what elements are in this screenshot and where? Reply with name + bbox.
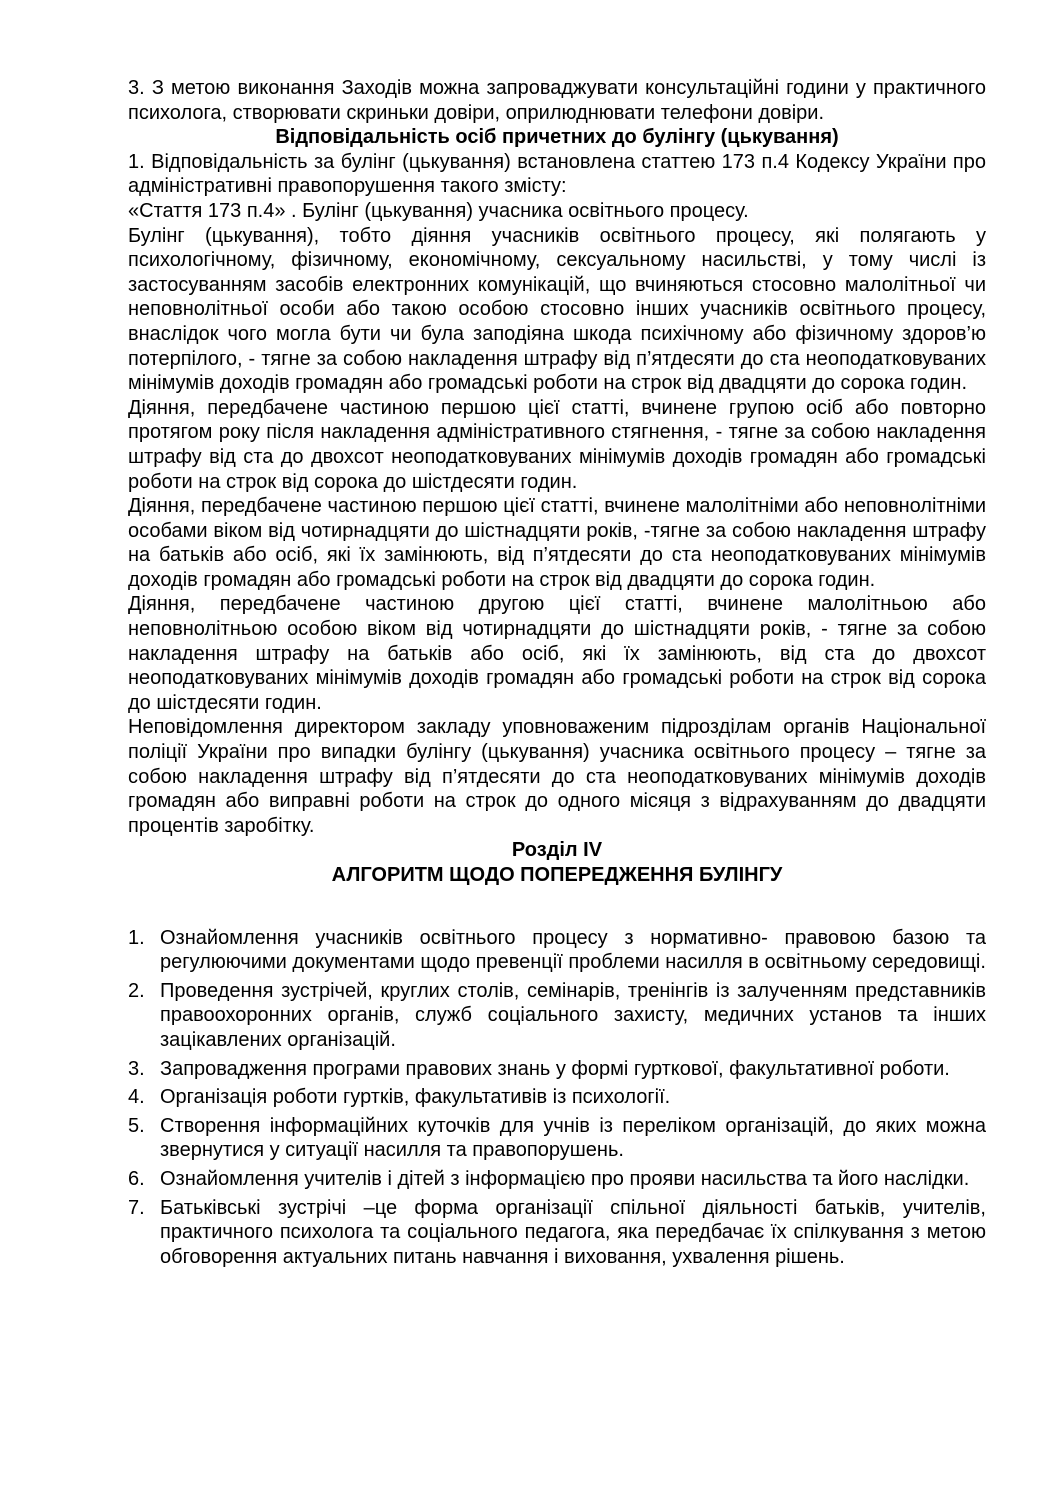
section-title: АЛГОРИТМ ЩОДО ПОПЕРЕДЖЕННЯ БУЛІНГУ [331,864,783,886]
list-item-text: Ознайомлення учасників освітнього процесу з нормативно- правовою базою та регулюючими документами щодо превенції проблеми насилля в освітньому середовищі. [160,926,986,974]
list-item-number: 5. [128,1114,145,1137]
list-item [128,979,986,1053]
list-item [128,1085,986,1110]
list-item-number: 4. [128,1086,145,1109]
list-item-text: Запровадження програми правових знань у формі гурткової, факультативної роботи. [160,1057,950,1080]
list-item-number: 1. [128,926,145,949]
list-item [128,1167,986,1192]
responsibility-paragraph-6: Діяння, передбачене частиною другою цієї статті, вчинене малолітньою або неповнолітньою особою віком від чотирнадцяти до шістнадцяти років, - тягне за собою накладення штрафу на батьків або осіб, які їх замінюють, від ста до двохсот неоподатковуваних мінімумів доходів громадян або громадські роботи на строк від сорока до шістдесяти годин. [128,593,986,714]
intro-paragraph: 3. З метою виконання Заходів можна запроваджувати консультаційні години у практичного психолога, створювати скриньки довіри, оприлюднювати телефони довіри. [128,77,986,124]
list-item-number: 2. [128,979,145,1002]
list-item [128,1057,986,1082]
document-page [128,76,986,1273]
list-item-text: Організація роботи гуртків, факультативів із психології. [160,1086,671,1109]
list-item [128,926,986,975]
responsibility-heading: Відповідальність осіб причетних до булінгу (цькування) [275,126,839,149]
list-item-number: 7. [128,1196,145,1219]
responsibility-paragraph-3: Булінг (цькування), тобто діяння учасників освітнього процесу, які полягають у психологічному, фізичному, економічному, сексуальному насильстві, у тому числі із застосуванням засобів електронних комунікацій, що вчиняються стосовно малолітньої чи неповнолітньої особи або такою особою стосовно інших учасників освітнього процесу, внаслідок чого могла бути чи була заподіяна шкода психічному або фізичному здоров’ю потерпілого, - тягне за собою накладення штрафу від п’ятдесяти до ста неоподатковуваних мінімумів доходів громадян або громадські роботи на строк від двадцяти до сорока годин. [128,224,986,395]
responsibility-paragraph-1: 1. Відповідальність за булінг (цькування) встановлена статтею 173 п.4 Кодексу України про адміністративні правопорушення такого змісту: [128,150,986,198]
list-item-text: Батьківські зустрічі –це форма організації спільної діяльності батьків, учителів, практичного психолога та соціального педагога, яка передбачає їх спілкування з метою обговорення актуальних питань навчання і виховання, ухвалення рішень. [160,1196,986,1268]
list-item [128,1196,986,1270]
section-label: Розділ IV [511,839,603,862]
list-item-number: 3. [128,1057,145,1080]
list-item-text: Проведення зустрічей, круглих столів, семінарів, тренінгів із залученням представників правоохоронних органів, служб соціального захисту, медичних установ та інших зацікавлених організацій. [160,979,986,1051]
list-item-text: Ознайомлення учителів і дітей з інформацією про прояви насильства та його наслідки. [160,1167,970,1190]
responsibility-paragraph-5: Діяння, передбачене частиною першою цієї статті, вчинене малолітніми або неповнолітніми особами віком від чотирнадцяти до шістнадцяти років, -тягне за собою накладення штрафу на батьків або осіб, які їх замінюють, від п’ятдесяти до ста неоподатковуваних мінімумів доходів громадян або громадські роботи на строк від двадцяти до сорока годин. [128,495,986,591]
responsibility-paragraph-4: Діяння, передбачене частиною першою цієї статті, вчинене групою осіб або повторно протягом року після накладення адміністративного стягнення, - тягне за собою накладення штрафу від ста до двохсот неоподатковуваних мінімумів доходів громадян або громадські роботи на строк від сорока до шістдесяти годин. [128,396,986,493]
algorithm-list [128,926,986,1270]
list-item [128,1114,986,1163]
article-title: «Стаття 173 п.4» . Булінг (цькування) учасника освітнього процесу. [128,199,749,222]
list-item-number: 6. [128,1167,145,1190]
responsibility-paragraph-7: Неповідомлення директором закладу уповноваженим підрозділам органів Національної поліції України про випадки булінгу (цькування) учасника освітнього процесу – тягне за собою накладення штрафу від п’ятдесяти до ста неоподатковуваних мінімумів доходів громадян або виправні роботи на строк до одного місяця з відрахуванням до двадцяти процентів заробітку. [128,716,986,837]
list-item-text: Створення інформаційних куточків для учнів із переліком організацій, до яких можна звернутися у ситуації насилля та правопорушень. [160,1114,986,1162]
section-spacer [128,888,986,926]
